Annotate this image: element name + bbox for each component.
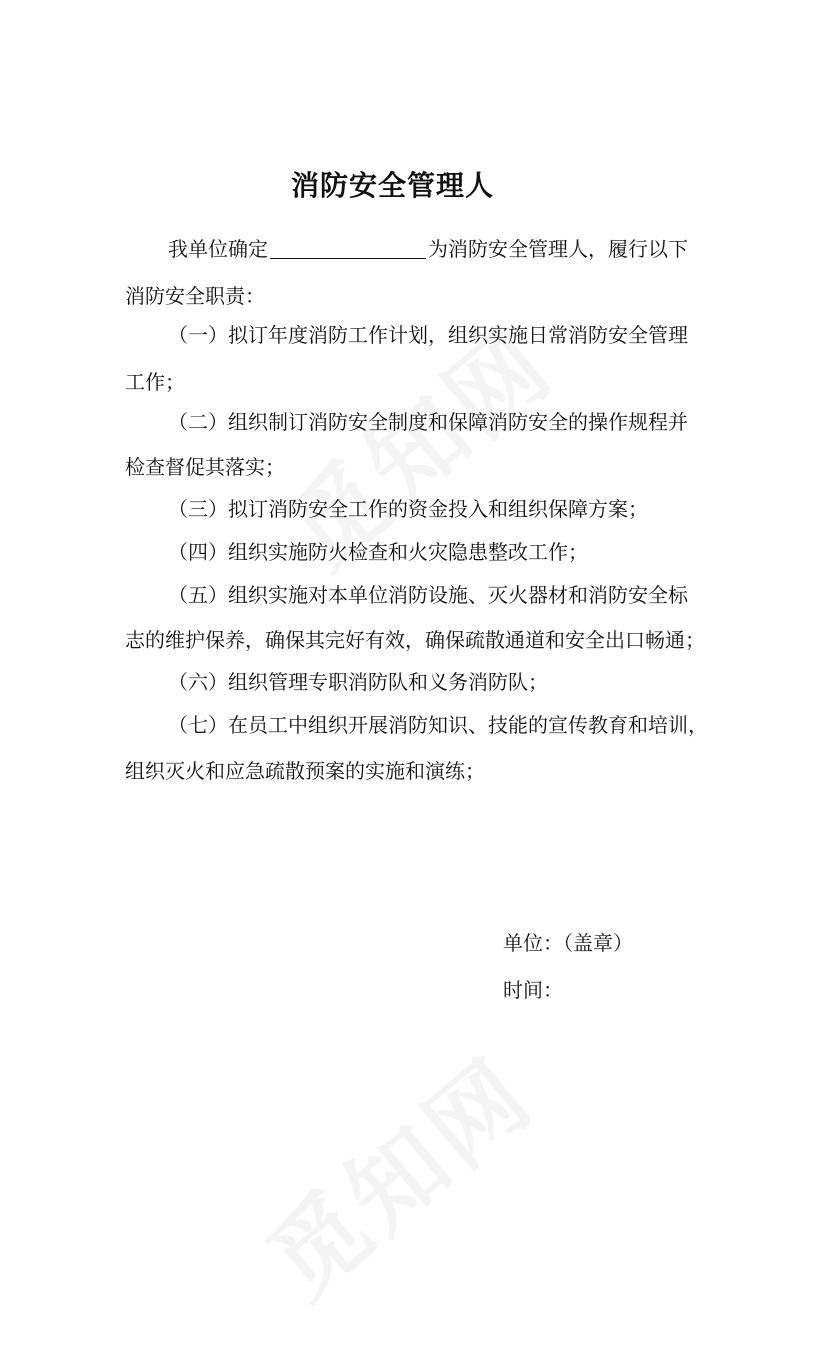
name-fill-blank[interactable]: [270, 238, 426, 259]
duty-5-line1: （五）组织实施对本单位消防设施、灭火器材和消防安全标: [168, 583, 688, 607]
watermark-bottom: [235, 948, 685, 1371]
document-title: 消防安全管理人: [290, 169, 494, 202]
duty-5-line2: 志的维护保养，确保其完好有效，确保疏散通道和安全出口畅通；: [125, 628, 705, 652]
intro-line: [168, 235, 688, 263]
intro-after-blank: 为消防安全管理人，履行以下: [428, 237, 688, 261]
duty-7-line2: 组织灭火和应急疏散预案的实施和演练；: [125, 759, 485, 783]
duty-6: （六）组织管理专职消防队和义务消防队；: [168, 670, 548, 694]
signature-unit: 单位：（盖章）: [503, 931, 633, 955]
duty-1-line2: 工作；: [125, 370, 185, 394]
duty-2-line2: 检查督促其落实；: [125, 455, 285, 479]
intro-continuation: 消防安全职责：: [125, 284, 265, 308]
duty-3: （三）拟订消防安全工作的资金投入和组织保障方案；: [168, 497, 648, 521]
signature-time: 时间：: [503, 978, 563, 1002]
intro-before-blank: 我单位确定: [168, 237, 268, 261]
duty-1-line1: （一）拟订年度消防工作计划，组织实施日常消防安全管理: [168, 323, 688, 347]
duty-2-line1: （二）组织制订消防安全制度和保障消防安全的操作规程并: [168, 410, 688, 434]
duty-4: （四）组织实施防火检查和火灾隐患整改工作；: [168, 540, 588, 564]
duty-7-line1: （七）在员工中组织开展消防知识、技能的宣传教育和培训，: [168, 713, 708, 737]
